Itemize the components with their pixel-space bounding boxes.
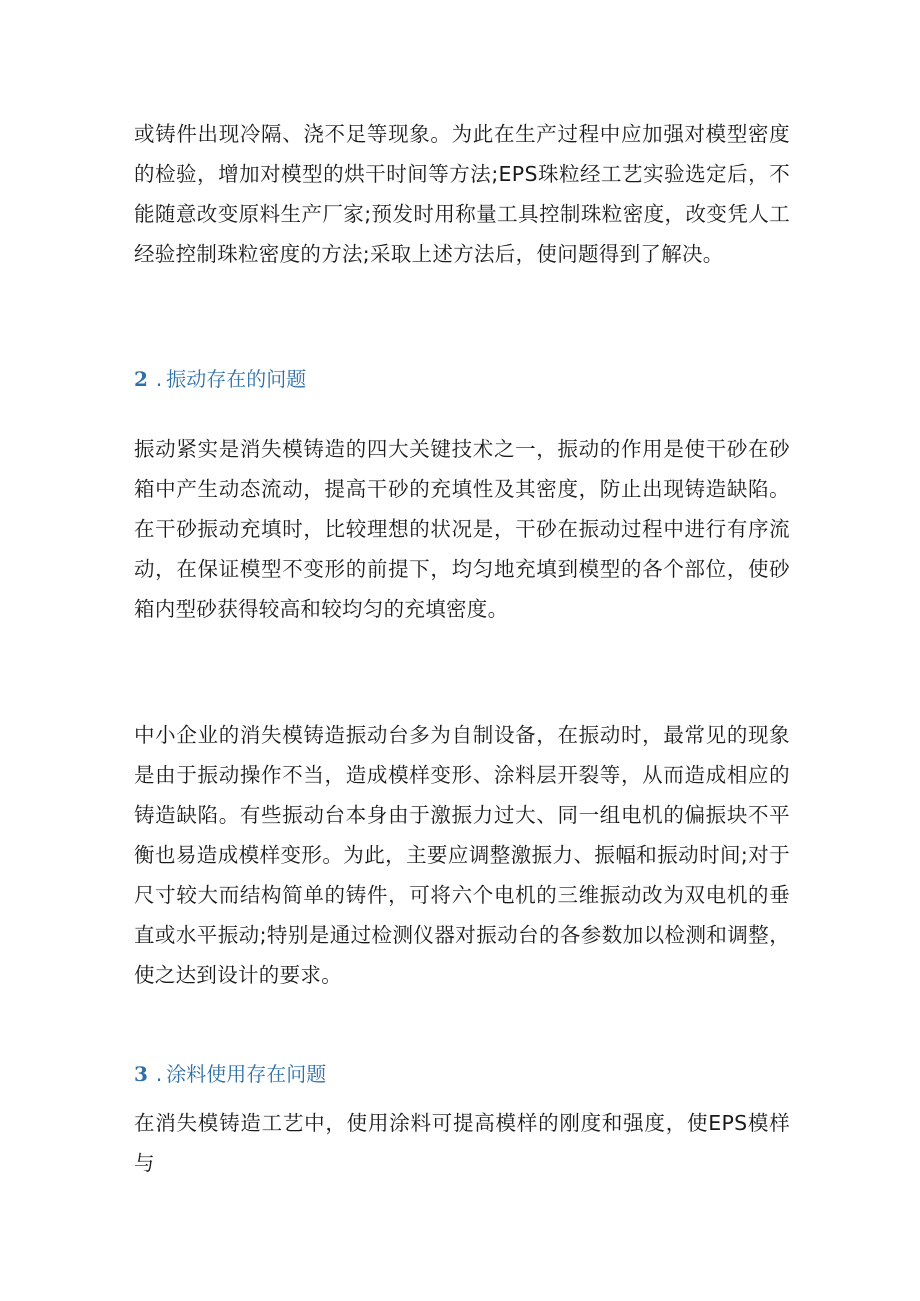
section-title: 振动存在的问题 [166, 367, 307, 391]
section-separator: . [155, 1062, 163, 1086]
section-separator: . [155, 367, 163, 391]
section-number: 2 [134, 367, 148, 391]
section-number: 3 [134, 1062, 148, 1086]
section-title: 涂料使用存在问题 [166, 1062, 327, 1086]
paragraph-vibration-compaction: 振动紧实是消失模铸造的四大关键技术之一，振动的作用是使干砂在砂箱中产生动态流动，提高干砂的充填性及其密度，防止出现铸造缺陷。在干砂振动充填时，比较理想的状况是，干砂在振动过程中进行有序流动，在保证模型不变形的前提下，均匀地充填到模型的各个部位，使砂箱内型砂获得较高和较均匀的充填密度。 [134, 437, 790, 621]
paragraph-coating-usage: 在消失模铸造工艺中，使用涂料可提高模样的刚度和强度，使EPS模样与 [134, 1111, 790, 1175]
section-heading-coating [134, 1059, 326, 1089]
paragraph-vibration-table: 中小企业的消失模铸造振动台多为自制设备，在振动时，最常见的现象是由于振动操作不当，造成模样变形、涂料层开裂等，从而造成相应的铸造缺陷。有些振动台本身由于激振力过大、同一组电机的偏振块不平衡也易造成模样变形。为此，主要应调整激振力、振幅和振动时间;对于尺寸较大而结构简单的铸件，可将六个电机的三维振动改为双电机的垂直或水平振动;特别是通过检测仪器对振动台的各参数加以检测和调整，使之达到设计的要求。 [134, 723, 790, 987]
paragraph-mold-density: 或铸件出现冷隔、浇不足等现象。为此在生产过程中应加强对模型密度的检验，增加对模型的烘干时间等方法;EPS珠粒经工艺实验选定后，不能随意改变原料生产厂家;预发时用称量工具控制珠粒密度，改变凭人工经验控制珠粒密度的方法;采取上述方法后，使问题得到了解决。 [134, 122, 790, 266]
section-heading-vibration [134, 364, 306, 394]
